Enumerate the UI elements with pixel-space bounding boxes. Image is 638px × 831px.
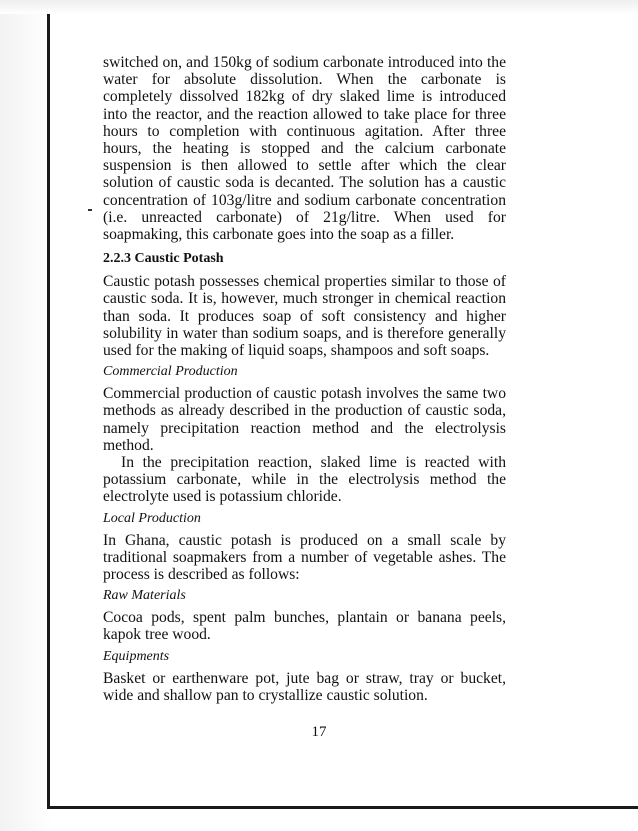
heading-local-production: Local Production (103, 510, 201, 526)
scan-shadow-top (0, 0, 638, 14)
scan-shadow-left (0, 0, 52, 831)
paragraph-raw-materials: Cocoa pods, spent palm bunches, plantain or banana peels, kapok tree wood. (103, 609, 506, 644)
heading-equipments: Equipments (103, 648, 170, 664)
paragraph-intro: switched on, and 150kg of sodium carbonate introduced into the water for absolute dissolution. When the carbonate is completely dissolved 182kg of dry slaked lime is introduced into the reactor, and the reaction allowed to take place for three hours to completion with continuous agitation. After three hours, the heating is stopped and the calcium carbonate suspension is then allowed to settle after which the clear solution of caustic soda is decanted. The solution has a caustic concentration of 103g/litre and sodium carbonate concentration (i.e. unreacted carbonate) of 21g/litre. When used for soapmaking, this carbonate goes into the soap as a filler. (103, 54, 506, 244)
paragraph-local-production: In Ghana, caustic potash is produced on a small scale by traditional soapmakers from a number of vegetable ashes. The process is described as follows: (103, 531, 506, 584)
paragraph-commercial-2: In the precipitation reaction, slaked lime is reacted with potassium carbonate, while in the electrolysis method the electrolyte used is potassium chloride. (103, 454, 506, 506)
page-border-left (47, 14, 50, 809)
margin-mark (88, 209, 92, 211)
page-number: 17 (311, 724, 327, 740)
page-border-bottom (47, 806, 638, 809)
page-content (103, 54, 506, 704)
paragraph-commercial-1: Commercial production of caustic potash involves the same two methods as already described in the production of caustic soda, namely precipitation reaction method and the electrolysis method. (103, 385, 506, 454)
section-heading: 2.2.3 Caustic Potash (103, 251, 224, 267)
paragraph-equipments: Basket or earthenware pot, jute bag or straw, tray or bucket, wide and shallow pan to crystallize caustic solution. (103, 669, 506, 704)
heading-raw-materials: Raw Materials (103, 588, 186, 604)
paragraph-caustic-potash: Caustic potash possesses chemical properties similar to those of caustic soda. It is, however, much stronger in chemical reaction than soda. It produces soap of soft consistency and higher solubility in water than sodium soaps, and is therefore generally used for the making of liquid soaps, shampoos and soft soaps. (103, 273, 506, 360)
heading-commercial-production: Commercial Production (103, 364, 238, 380)
